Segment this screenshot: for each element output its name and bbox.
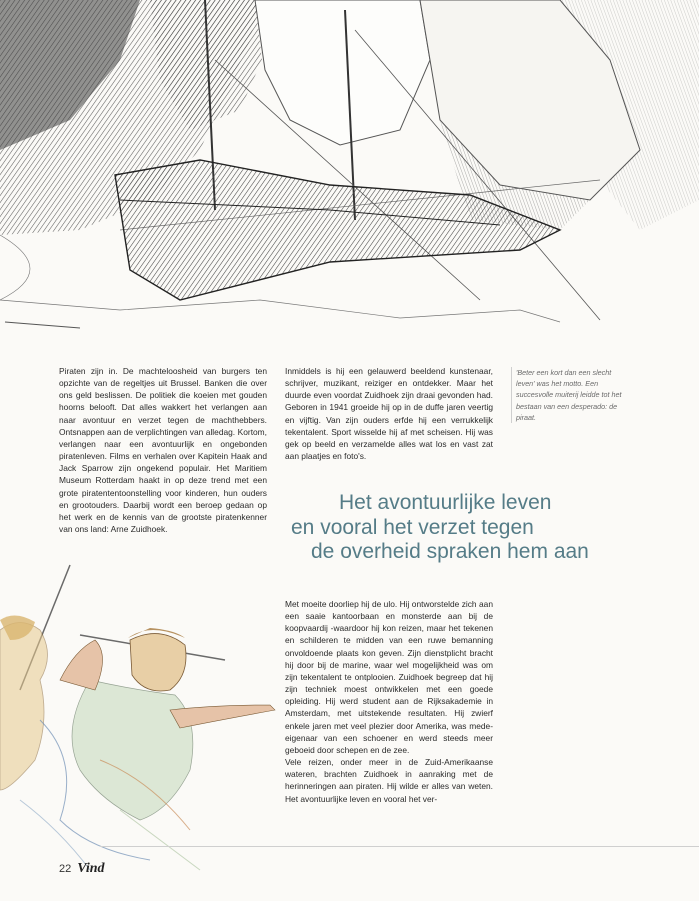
magazine-logo: Vind	[77, 861, 105, 876]
footer-divider	[100, 846, 699, 847]
article-paragraph: Vele reizen, onder meer in de Zuid-Amerikaanse wateren, brachten Zuidhoek in aanraking met de herinneringen aan piraten. Hij wilde er alles van weten. Het avontuurlijke leven en vooral het ver-	[285, 757, 493, 804]
page-footer	[59, 861, 105, 877]
article-paragraph: Met moeite doorliep hij de ulo. Hij ontworstelde zich aan een saaie kantoorbaan en monsterde aan bij de koopvaardij -waardoor hij kon reizen, maar het tekenen en schilderen te midden van een ruwe bemanning onvoldoende plaats kon geven. Zijn dienstplicht bracht hij door bij de marine, waar wel mogelijkheid was om zijn tekentalent te ontplooien. Zuidhoek begreep dat hij zijn techniek moest ontwikkelen met een goede opleiding. Hij werd student aan de Rijksakademie in Amsterdam, met uitstekende resultaten. Hij zwierf enkele jaren met veel plezier door Amerika, was mede-eigenaar van een schoener en werd steeds meer geboeid door schepen en de zee.	[285, 599, 493, 755]
pull-quote	[280, 491, 620, 565]
pull-quote-line: en vooral het verzet tegen	[291, 515, 534, 539]
side-quote: 'Beter een kort dan een slecht leven' was het motto. Een succesvolle muiterij leidde tot het bestaan van een desperado: de piraat.	[511, 367, 630, 423]
article-column-3	[285, 598, 493, 805]
article-column-1	[59, 365, 267, 535]
pirate-ship-illustration	[0, 0, 699, 352]
fighting-pirates-illustration	[0, 560, 285, 885]
article-paragraph: Inmiddels is hij een gelauwerd beeldend kunstenaar, schrijver, muzikant, reiziger en ontdekker. Maar het duurde even voordat Zuidhoek zijn draai gevonden had. Geboren in 1941 groeide hij op in de duffe jaren veertig en vijftig. Van zijn ouders erfde hij een verrukkelijk tekentalent. Sport wisselde hij af met scheisen. Hij was gek op beeld en verzamelde alles wat los en vast zat aan plaatjes en foto's.	[285, 366, 493, 462]
pull-quote-line: Het avontuurlijke leven	[339, 491, 552, 514]
article-column-2	[285, 365, 493, 462]
pull-quote-line: de overheid spraken hem aan	[311, 540, 589, 563]
article-paragraph: Piraten zijn in. De machteloosheid van burgers ten opzichte van de regeltjes uit Brussel. Banken die over ons geld beslissen. De politiek die koeien met gouden hoorns belooft. Dat alles wakkert het verlangen aan naar avontuur en verzet tegen de machthebbers. Ontsnappen aan de verplichtingen van alledag. Kortom, verlangen naar een avontuurlijk en ongebonden piratenleven. Films en verhalen over Kapitein Haak and Jack Sparrow zijn ongekend populair. Het Maritiem Museum Rotterdam haakt in op deze trend met een grote piratententoonstelling voor kinderen, hun ouders en grootouders. Daarbij wordt een beroep gedaan op het werk en de kennis van de grootste piratenkenner van ons land: Arne Zuidhoek.	[59, 366, 267, 535]
page-number: 22	[59, 863, 72, 875]
